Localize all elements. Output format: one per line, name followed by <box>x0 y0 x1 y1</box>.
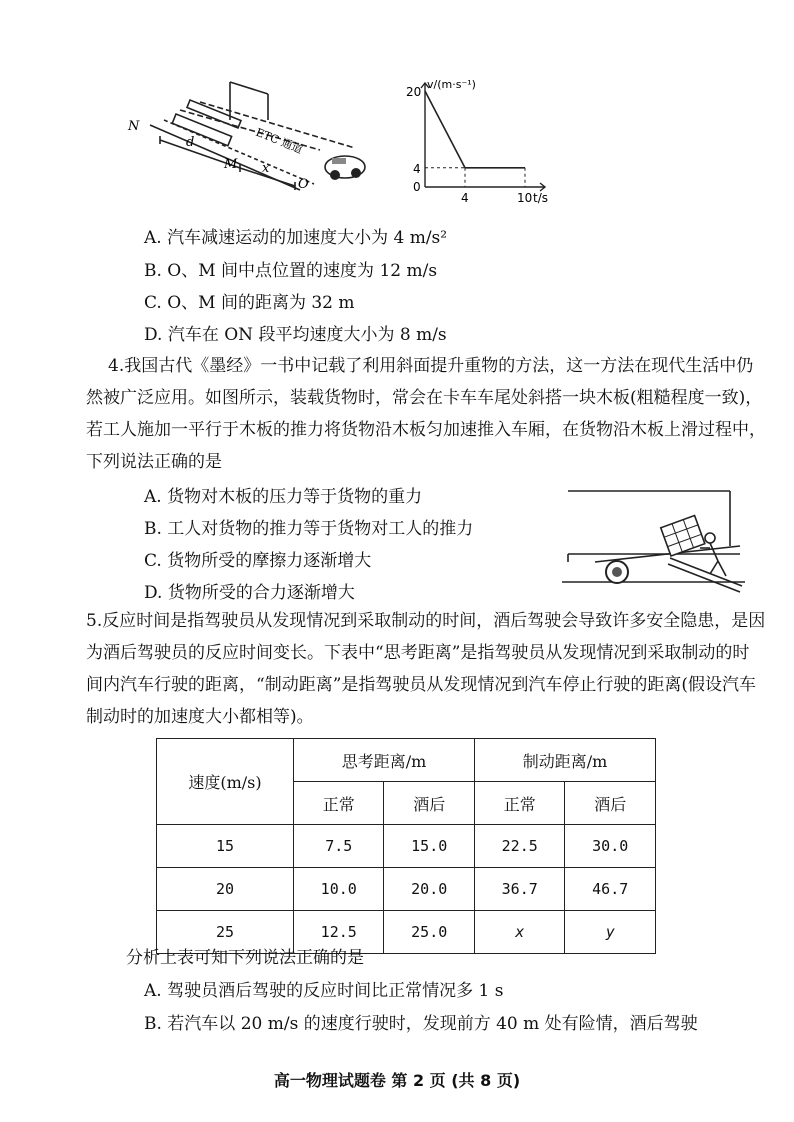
y-tick-label: 4 <box>413 161 421 176</box>
header-braking-distance: 制动距离/m <box>474 739 655 782</box>
cell-brake-normal: x <box>474 911 564 954</box>
header-thinking-distance: 思考距离/m <box>294 739 475 782</box>
cell-think-normal: 10.0 <box>294 868 384 911</box>
cell-brake-normal: 22.5 <box>474 825 564 868</box>
y-tick-label: 20 <box>406 85 422 99</box>
velocity-time-graph <box>375 75 555 205</box>
q5-prompt: 分析上表可知下列说法正确的是 <box>126 948 364 968</box>
q4-option-a: A. 货物对木板的压力等于货物的重力 <box>144 487 423 507</box>
cell-think-drunk: 25.0 <box>384 911 475 954</box>
q5-option-a: A. 驾驶员酒后驾驶的反应时间比正常情况多 1 s <box>144 981 504 1001</box>
cell-brake-normal: 36.7 <box>474 868 564 911</box>
cell-brake-drunk: 30.0 <box>565 825 656 868</box>
header-speed: 速度(m/s) <box>157 739 294 825</box>
q3-option-d: D. 汽车在 ON 段平均速度大小为 8 m/s <box>144 325 447 345</box>
y-tick-label: 0 <box>413 180 421 194</box>
cell-think-normal: 12.5 <box>294 911 384 954</box>
q3-option-c: C. O、M 间的距离为 32 m <box>144 293 355 313</box>
y-axis-label: v/(m·s⁻¹) <box>427 78 476 91</box>
x-tick-label: 4 <box>461 191 469 205</box>
cell-brake-drunk: 46.7 <box>565 868 656 911</box>
header-think-normal: 正常 <box>294 782 384 825</box>
q5-option-b: B. 若汽车以 20 m/s 的速度行驶时，发现前方 40 m 处有险情，酒后驾驶 <box>144 1014 698 1034</box>
cell-think-drunk: 20.0 <box>384 868 475 911</box>
q3-option-b: B. O、M 间中点位置的速度为 12 m/s <box>144 261 438 281</box>
label-n: N <box>128 119 140 134</box>
q4-stem: 4.我国古代《墨经》一书中记载了利用斜面提升重物的方法，这一方法在现代生活中仍然被广泛应用。如图所示，装载货物时，常会在卡车车尾处斜搭一块木板(粗糙程度一致)，若工人施加一平行于木板的推力将货物沿木板匀加速推入车厢，在货物沿木板上滑过程中，下列说法正确的是 <box>86 356 766 472</box>
q4-option-c: C. 货物所受的摩擦力逐渐增大 <box>144 551 372 571</box>
table-row <box>157 825 656 868</box>
cell-think-normal: 7.5 <box>294 825 384 868</box>
label-m: M <box>224 157 238 172</box>
label-x: x <box>262 161 270 176</box>
label-etc: ETC 通道 <box>253 125 305 157</box>
label-d: d <box>186 135 195 150</box>
x-axis-label: t/s <box>533 191 548 205</box>
cell-speed: 20 <box>157 868 294 911</box>
header-brake-normal: 正常 <box>474 782 564 825</box>
header-brake-drunk: 酒后 <box>565 782 656 825</box>
label-o: O <box>298 177 309 192</box>
header-think-drunk: 酒后 <box>384 782 475 825</box>
cell-brake-drunk: y <box>565 911 656 954</box>
cell-speed: 25 <box>157 911 294 954</box>
truck-ramp-figure <box>560 486 750 596</box>
reaction-distance-table <box>156 738 656 954</box>
wheel-icon <box>606 561 628 583</box>
table-row <box>157 868 656 911</box>
page-footer: 高一物理试题卷 第 2 页 (共 8 页) <box>273 1071 521 1090</box>
q4-option-b: B. 工人对货物的推力等于货物对工人的推力 <box>144 519 474 539</box>
x-tick-label: 10 <box>517 191 533 205</box>
car-icon <box>325 156 365 180</box>
cell-think-drunk: 15.0 <box>384 825 475 868</box>
velocity-line <box>425 91 525 168</box>
q5-stem: 5.反应时间是指驾驶员从发现情况到采取制动的时间，酒后驾驶会导致许多安全隐患，是因为酒后驾驶员的反应时间变长。下表中“思考距离”是指驾驶员从发现情况到采取制动的时间内汽车行驶的距离，“制动距离”是指驾驶员从发现情况到汽车停止行驶的距离(假设汽车制动时的加速度大小都相等)。 <box>86 611 766 727</box>
cell-speed: 15 <box>157 825 294 868</box>
q4-option-d: D. 货物所受的合力逐渐增大 <box>144 583 355 603</box>
q3-option-a: A. 汽车减速运动的加速度大小为 4 m/s² <box>144 228 448 248</box>
etc-lane-figure <box>120 80 380 195</box>
